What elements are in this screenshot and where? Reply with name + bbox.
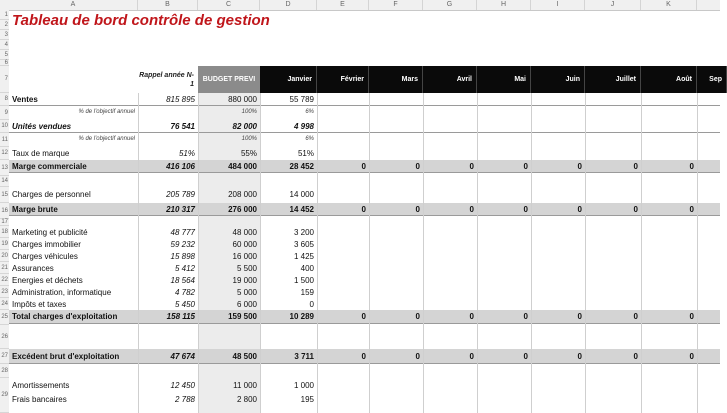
cell-janvier[interactable] [260, 325, 317, 341]
cell-rappel[interactable]: 5 412 [174, 263, 195, 273]
row-header-10[interactable]: 10 [0, 120, 9, 133]
cell-month-6[interactable]: 0 [577, 204, 582, 214]
header-month-1[interactable]: Janvier [260, 66, 317, 93]
column-header-d[interactable]: D [260, 0, 317, 10]
header-rappel[interactable]: Rappel année N-1 [139, 71, 194, 88]
cell-rappel[interactable]: 15 898 [170, 251, 195, 261]
cell-janvier[interactable]: 10 289 [289, 312, 314, 321]
row-label[interactable]: Charges immobilier [12, 239, 81, 249]
cell-budget[interactable]: 100% [241, 136, 257, 142]
row-header-21[interactable]: 21 [0, 262, 9, 274]
header-month-6[interactable]: Juin [531, 66, 585, 93]
cell-budget[interactable]: 5 000 [236, 287, 257, 297]
row-label[interactable]: Impôts et taxes [12, 299, 67, 309]
row-header-8[interactable]: 8 [0, 93, 9, 106]
cell-month-6[interactable]: 0 [577, 312, 582, 321]
cell-month-2[interactable]: 0 [361, 161, 366, 171]
header-month-2[interactable]: Février [317, 66, 369, 93]
row-label[interactable]: Marketing et publicité [12, 227, 88, 237]
cell-month-8[interactable]: 0 [689, 204, 694, 214]
column-header-f[interactable]: F [369, 0, 423, 10]
row-header-27[interactable]: 27 [0, 349, 9, 364]
cell-janvier[interactable]: 195 [300, 394, 314, 404]
column-header-k[interactable]: K [641, 0, 697, 10]
table-row [9, 250, 720, 262]
cell-janvier[interactable]: 1 500 [293, 275, 314, 285]
cell-budget[interactable]: 19 000 [232, 275, 257, 285]
cell-budget[interactable]: 159 500 [228, 312, 257, 321]
table-row [9, 133, 720, 145]
cell-rappel[interactable]: 59 232 [170, 239, 195, 249]
cell-budget[interactable]: 100% [241, 109, 257, 115]
cell-month-6[interactable]: 0 [577, 161, 582, 171]
cell-janvier[interactable]: 400 [300, 263, 314, 273]
cell-month-3[interactable]: 0 [415, 351, 420, 361]
cell-budget[interactable]: 2 800 [236, 394, 257, 404]
cell-rappel[interactable]: 210 317 [166, 204, 195, 214]
table-row [9, 286, 720, 298]
cell-janvier[interactable]: 6% [305, 136, 314, 142]
cell-month-5[interactable]: 0 [523, 351, 528, 361]
cell-month-3[interactable]: 0 [415, 312, 420, 321]
row-header-6[interactable]: 6 [0, 60, 9, 66]
cell-budget[interactable] [198, 325, 260, 341]
header-month-3[interactable]: Mars [369, 66, 423, 93]
cell-budget[interactable] [198, 219, 260, 225]
column-header-j[interactable]: J [585, 0, 641, 10]
row-label[interactable]: Administration, informatique [12, 287, 112, 297]
cell-month-7[interactable]: 0 [633, 204, 638, 214]
row-header-24[interactable]: 24 [0, 298, 9, 310]
grid-line [369, 93, 370, 413]
grid-line [317, 93, 318, 413]
row-header-26[interactable]: 26 [0, 325, 9, 349]
row-header-19[interactable]: 19 [0, 238, 9, 250]
table-row [9, 203, 720, 216]
cell-janvier[interactable]: 55 789 [289, 94, 314, 104]
grid-line [477, 93, 478, 413]
row-label[interactable]: % de l'objectif annuel [78, 136, 135, 142]
cell-janvier[interactable]: 159 [300, 287, 314, 297]
row-header-11[interactable]: 11 [0, 133, 9, 147]
row-header-2[interactable]: 2 [0, 20, 9, 30]
grid-line [697, 93, 698, 413]
grid-line [423, 93, 424, 413]
grid-line [260, 93, 261, 413]
cell-rappel[interactable] [138, 325, 198, 341]
table-row [9, 364, 720, 378]
cell-janvier[interactable]: 3 711 [294, 351, 314, 361]
row-header-22[interactable]: 22 [0, 274, 9, 286]
row-label[interactable]: Excédent brut d'exploitation [12, 351, 120, 361]
cell-month-2[interactable]: 0 [361, 312, 366, 321]
cell-rappel[interactable]: 158 115 [166, 312, 195, 321]
row-header-28[interactable]: 28 [0, 364, 9, 378]
column-header-b[interactable]: B [138, 0, 198, 10]
table-row [9, 349, 720, 364]
table-row [9, 274, 720, 286]
row-label[interactable]: Ventes [12, 94, 38, 104]
cell-rappel[interactable] [138, 176, 198, 186]
cell-janvier[interactable] [260, 176, 317, 186]
row-header-29[interactable]: 29 [0, 378, 9, 413]
cell-budget[interactable]: 484 000 [228, 161, 257, 171]
row-label[interactable]: Taux de marque [12, 148, 70, 158]
table-row [9, 93, 720, 106]
row-label[interactable] [9, 364, 138, 378]
row-label[interactable]: Amortissements [12, 380, 70, 390]
cell-month-8[interactable]: 0 [689, 161, 694, 171]
dashboard-title[interactable]: Tableau de bord contrôle de gestion [12, 12, 270, 29]
cell-budget[interactable]: 82 000 [232, 121, 257, 131]
table-row [9, 147, 720, 159]
cell-janvier[interactable]: 3 605 [293, 239, 314, 249]
cell-rappel[interactable]: 47 674 [170, 351, 195, 361]
cell-month-4[interactable]: 0 [469, 204, 474, 214]
row-label[interactable]: Charges de personnel [12, 189, 91, 199]
row-header-12[interactable]: 12 [0, 147, 9, 160]
table-row [9, 176, 720, 186]
cell-budget[interactable]: 276 000 [228, 204, 257, 214]
cell-rappel[interactable]: 2 788 [174, 394, 195, 404]
cell-month-5[interactable]: 0 [523, 204, 528, 214]
cell-janvier[interactable] [260, 219, 317, 225]
cell-janvier[interactable]: 0 [309, 299, 314, 309]
cell-month-5[interactable]: 0 [523, 312, 528, 321]
row-header-23[interactable]: 23 [0, 286, 9, 298]
cell-month-5[interactable]: 0 [523, 161, 528, 171]
table-row [9, 106, 720, 118]
table-row [9, 310, 720, 324]
row-label[interactable]: Frais bancaires [12, 394, 67, 404]
cell-rappel[interactable]: 51% [178, 148, 195, 158]
column-header-i[interactable]: I [531, 0, 585, 10]
cell-janvier[interactable]: 6% [305, 109, 314, 115]
row-label[interactable]: Marge brute [12, 204, 58, 214]
cell-janvier[interactable]: 51% [297, 148, 314, 158]
row-header-3[interactable]: 3 [0, 30, 9, 40]
cell-rappel[interactable]: 18 564 [170, 275, 195, 285]
row-label[interactable] [9, 176, 138, 186]
cell-budget[interactable] [198, 364, 260, 378]
cell-month-8[interactable]: 0 [689, 351, 694, 361]
cell-rappel[interactable]: 205 789 [166, 189, 195, 199]
cell-budget[interactable] [198, 176, 260, 186]
cell-month-8[interactable]: 0 [689, 312, 694, 321]
table-row [9, 378, 720, 392]
cell-budget[interactable]: 5 500 [236, 263, 257, 273]
row-header-17[interactable]: 17 [1, 219, 8, 225]
row-header-4[interactable]: 4 [0, 40, 9, 50]
cell-rappel[interactable]: 5 450 [174, 299, 195, 309]
row-label[interactable]: Charges véhicules [12, 251, 78, 261]
row-header-5[interactable]: 5 [0, 50, 9, 60]
cell-janvier[interactable]: 1 000 [293, 380, 314, 390]
cell-rappel[interactable]: 12 450 [170, 380, 195, 390]
grid-line [585, 93, 586, 413]
cell-month-2[interactable]: 0 [361, 351, 366, 361]
row-label[interactable]: Marge commerciale [12, 161, 87, 171]
row-label[interactable]: Total charges d'exploitation [12, 312, 118, 321]
cell-budget[interactable]: 48 500 [232, 351, 257, 361]
cell-rappel[interactable]: 48 777 [170, 227, 195, 237]
table-row [9, 160, 720, 173]
row-label[interactable] [9, 219, 138, 225]
cell-budget[interactable]: 6 000 [236, 299, 257, 309]
row-label[interactable]: Assurances [12, 263, 54, 273]
header-budget[interactable]: BUDGET PREVI [198, 66, 260, 93]
table-row [9, 325, 720, 341]
cell-budget[interactable]: 48 000 [232, 227, 257, 237]
cell-budget[interactable]: 55% [240, 148, 257, 158]
row-label[interactable]: % de l'objectif annuel [78, 109, 135, 115]
column-header-g[interactable]: G [423, 0, 477, 10]
grid-line [641, 93, 642, 413]
header-month-9[interactable]: Sep [697, 66, 727, 93]
cell-month-7[interactable]: 0 [633, 351, 638, 361]
row-header-20[interactable]: 20 [0, 250, 9, 262]
cell-rappel[interactable]: 416 106 [166, 161, 195, 171]
cell-month-7[interactable]: 0 [633, 161, 638, 171]
row-header-1[interactable]: 1 [0, 10, 9, 20]
table-row [9, 120, 720, 133]
cell-month-3[interactable]: 0 [415, 204, 420, 214]
cell-month-3[interactable]: 0 [415, 161, 420, 171]
cell-janvier[interactable]: 1 425 [293, 251, 314, 261]
header-month-5[interactable]: Mai [477, 66, 531, 93]
row-header-13[interactable]: 13 [0, 160, 9, 176]
cell-month-4[interactable]: 0 [469, 312, 474, 321]
column-header-c[interactable]: C [198, 0, 260, 10]
table-row [9, 238, 720, 250]
row-label[interactable]: Unités vendues [12, 121, 72, 131]
cell-janvier[interactable] [260, 364, 317, 378]
cell-janvier[interactable]: 4 998 [293, 121, 314, 131]
table-row [9, 262, 720, 274]
header-month-7[interactable]: Juillet [585, 66, 641, 93]
cell-rappel[interactable] [138, 106, 198, 118]
cell-rappel[interactable] [138, 364, 198, 378]
row-label[interactable] [9, 325, 138, 341]
row-header-7[interactable]: 7 [0, 66, 9, 93]
row-header-14[interactable]: 14 [0, 176, 9, 187]
table-row [9, 298, 720, 310]
cell-budget[interactable]: 880 000 [228, 94, 257, 104]
cell-rappel[interactable]: 815 895 [166, 94, 195, 104]
header-month-4[interactable]: Avril [423, 66, 477, 93]
cell-rappel[interactable]: 76 541 [170, 121, 195, 131]
cell-month-7[interactable]: 0 [633, 312, 638, 321]
cell-janvier[interactable]: 3 200 [293, 227, 314, 237]
cell-janvier[interactable]: 14 000 [289, 189, 314, 199]
grid-line [531, 93, 532, 413]
column-header-h[interactable]: H [477, 0, 531, 10]
row-label[interactable]: Energies et déchets [12, 275, 83, 285]
row-header-15[interactable]: 15 [0, 187, 9, 203]
column-header-a[interactable]: A [9, 0, 138, 10]
row-header-9[interactable]: 9 [0, 106, 9, 120]
header-month-8[interactable]: Août [641, 66, 697, 93]
cell-rappel[interactable] [138, 219, 198, 225]
cell-janvier[interactable]: 28 452 [289, 161, 314, 171]
cell-rappel[interactable]: 4 782 [174, 287, 195, 297]
row-header-25[interactable]: 25 [0, 310, 9, 325]
cell-budget[interactable]: 60 000 [232, 239, 257, 249]
table-row [9, 392, 720, 406]
column-header-e[interactable]: E [317, 0, 369, 10]
cell-month-2[interactable]: 0 [361, 204, 366, 214]
table-row [9, 187, 720, 201]
cell-janvier[interactable]: 14 452 [289, 204, 314, 214]
table-row [9, 226, 720, 238]
table-row [9, 219, 720, 225]
grid-line [138, 93, 139, 413]
cell-budget[interactable]: 16 000 [232, 251, 257, 261]
row-header-18[interactable]: 18 [0, 226, 9, 238]
grid-line [198, 93, 199, 413]
cell-rappel[interactable] [138, 133, 198, 145]
cell-month-4[interactable]: 0 [469, 161, 474, 171]
cell-budget[interactable]: 11 000 [233, 380, 257, 390]
cell-month-4[interactable]: 0 [469, 351, 474, 361]
row-header-16[interactable]: 16 [0, 203, 9, 219]
cell-budget[interactable]: 208 000 [228, 189, 257, 199]
cell-month-6[interactable]: 0 [577, 351, 582, 361]
